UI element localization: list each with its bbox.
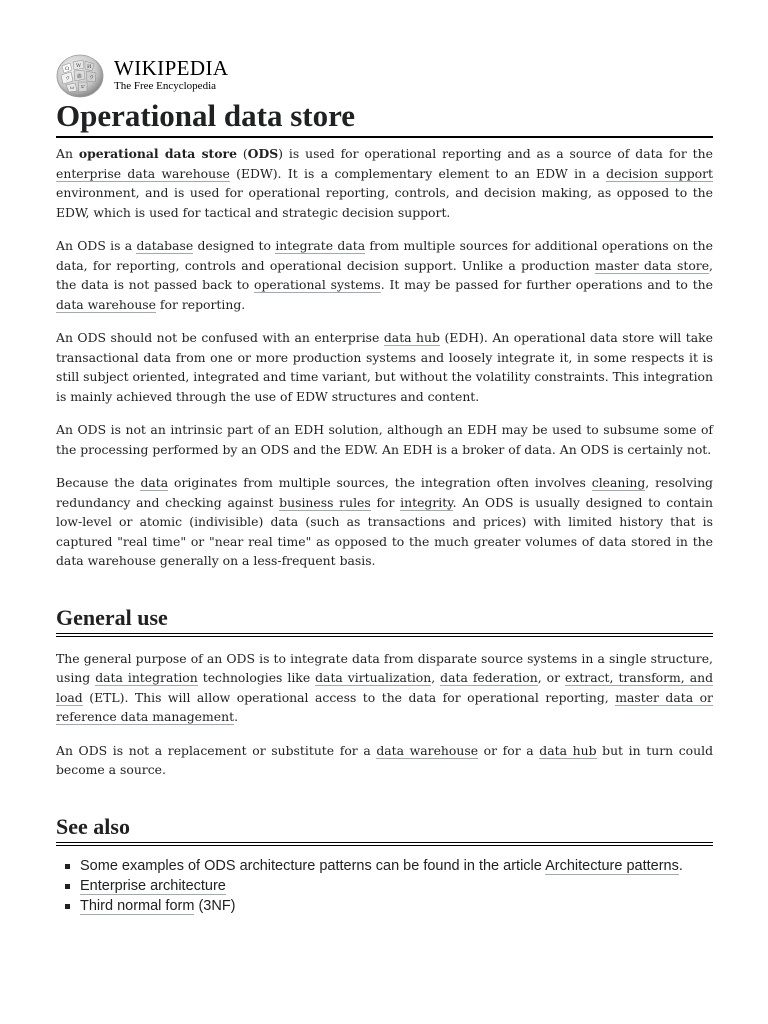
text-run: (3NF) [194, 897, 236, 914]
paragraph [56, 649, 713, 727]
site-wordmark[interactable]: WIKIPEDIA [114, 56, 229, 80]
article-link[interactable]: Architecture patterns [545, 857, 679, 874]
text-run: An ODS is a [56, 238, 137, 253]
article-content [56, 98, 713, 918]
text-run: , or [537, 670, 565, 685]
article-link[interactable]: data hub [383, 330, 440, 345]
bold-term: operational data store [78, 146, 237, 161]
article-link[interactable]: decision support [606, 165, 713, 181]
article-link[interactable]: data [140, 475, 169, 490]
svg-text:ウ: ウ [89, 75, 95, 81]
text-run: or for a [478, 742, 540, 758]
text-run: An [56, 146, 79, 161]
text-run: (EDH). An operational data store will take transactional data from one or more production systems and loosely integrate it, in some respects it is still subject oriented, integrated and time variant, but without the volatility constraints. This integration is mainly achieved through the use of EDW structures and content. [56, 330, 713, 404]
text-run: Some examples of ODS architecture patterns can be found in the article [80, 857, 546, 874]
article-link[interactable]: Enterprise architecture [80, 877, 226, 894]
article-link[interactable]: Third normal form [80, 897, 195, 914]
text-run: but in turn could become a source. [56, 742, 713, 777]
see-also-item [80, 858, 713, 874]
site-header [56, 54, 356, 98]
article-link[interactable]: operational systems [254, 277, 381, 292]
article-link[interactable]: data hub [539, 742, 597, 758]
text-run: ( [236, 146, 248, 161]
text-run: (ETL). This will allow operational access to the data for operational reporting, [82, 689, 616, 705]
svg-text:И: И [87, 64, 92, 70]
text-run: for [370, 494, 401, 510]
see-also-item [80, 898, 713, 914]
article-link[interactable]: data virtualization [315, 670, 432, 685]
article-link[interactable]: integrity [400, 494, 453, 510]
see-also-list [56, 858, 713, 914]
text-run: ) is used for operational reporting and as a source of data for the [278, 146, 713, 161]
text-run: . [678, 857, 683, 874]
svg-text:W: W [76, 63, 82, 69]
text-run: An ODS is not an intrinsic part of an EDH solution, although an EDH may be used to subsume some of the processing performed by an ODS and the EDW. An EDH is a broker of data. An ODS is certainly not. [56, 422, 713, 457]
article-link[interactable]: cleaning [591, 475, 646, 490]
text-run: environment, and is used for operational reporting, controls, and decision making, as opposed to the EDW, which is used for tactical and strategic decision support. [56, 185, 713, 220]
text-run: for reporting. [155, 296, 246, 312]
page-title: Operational data store [56, 98, 713, 138]
article-link[interactable]: extract, transform, and load [56, 670, 714, 705]
article-link[interactable]: business rules [279, 494, 371, 510]
svg-text:ש: ש [81, 84, 85, 90]
see-also-item [80, 878, 713, 894]
text-run: The general purpose of an ODS is to integrate data from disparate source systems in a single structure, using [56, 650, 713, 685]
paragraph [56, 741, 713, 780]
text-run: , the data is not passed back to [56, 257, 713, 292]
site-tagline: The Free Encyclopedia [114, 80, 217, 92]
text-run: originates from multiple sources, the integration often involves [168, 475, 592, 490]
text-run: , [431, 670, 441, 685]
text-run: from multiple sources for additional operations on the data, for reporting, controls and operational decision support. Unlike a production [56, 238, 713, 273]
section-general-use [56, 649, 713, 780]
section-heading-general-use: General use [56, 605, 713, 637]
text-run: (EDW). It is a complementary element to an EDW in a [229, 165, 607, 181]
article-link[interactable]: data integration [95, 670, 198, 685]
article-link[interactable]: data warehouse [56, 296, 156, 312]
svg-text:Ω: Ω [65, 66, 70, 72]
bold-term: ODS [247, 146, 279, 161]
wikipedia-globe-logo-icon[interactable] [56, 54, 104, 98]
text-run: . It may be passed for further operations and to the [380, 277, 714, 292]
paragraph [56, 144, 713, 222]
svg-text:ω: ω [70, 85, 75, 91]
article-link[interactable]: master data store [594, 257, 710, 273]
text-run: designed to [193, 238, 276, 253]
article-link[interactable]: integrate data [275, 238, 366, 253]
paragraph [56, 473, 713, 571]
text-run: . An ODS is usually designed to contain low-level or atomic (indivisible) data (such as transactions and prices) with limited history that is captured "real time" or "near real time" as opposed to the much greater volumes of data stored in the data warehouse generally on a less-frequent basis. [56, 494, 713, 568]
article-link[interactable]: data warehouse [376, 742, 479, 758]
article-link[interactable]: master data or reference data management [56, 689, 713, 724]
text-run: Because the [56, 475, 141, 490]
article-intro [56, 144, 713, 571]
text-run: technologies like [197, 670, 316, 685]
paragraph [56, 236, 713, 314]
paragraph [56, 328, 713, 406]
section-heading-see-also: See also [56, 814, 713, 846]
article-link[interactable]: database [136, 238, 194, 253]
svg-text:ウ: ウ [65, 76, 71, 82]
article-link[interactable]: data federation [440, 670, 538, 685]
text-run: An ODS is not a replacement or substitute for a [56, 742, 377, 758]
text-run: An ODS should not be confused with an enterprise [56, 330, 384, 345]
article-link[interactable]: enterprise data warehouse [56, 165, 230, 181]
paragraph [56, 420, 713, 459]
svg-text:維: 維 [77, 74, 83, 80]
text-run: . [234, 709, 239, 724]
text-run: , resolving redundancy and checking against [56, 475, 713, 510]
